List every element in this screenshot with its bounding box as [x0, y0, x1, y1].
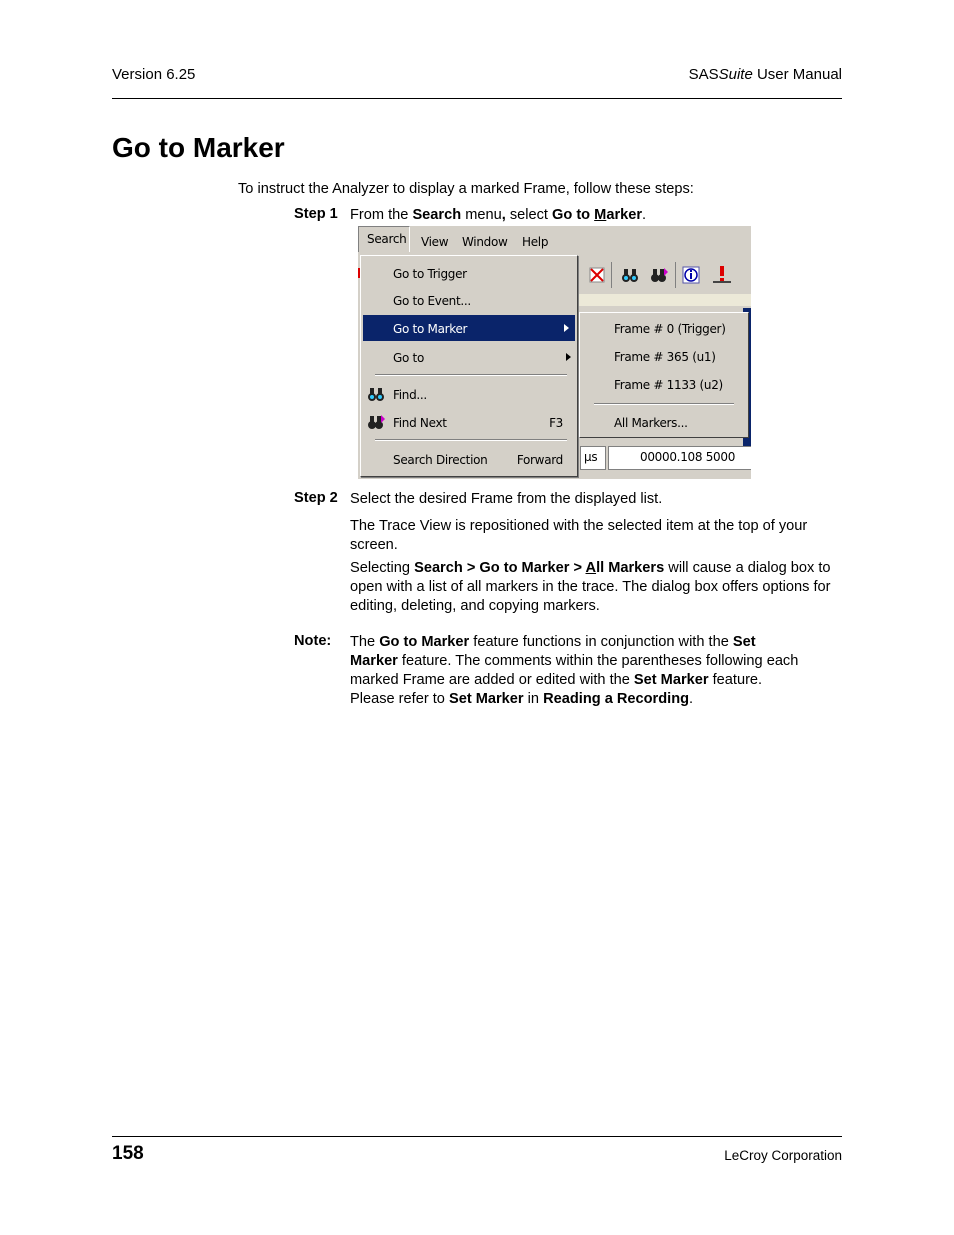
- submenu-item-all-markers[interactable]: All Markers...: [614, 416, 688, 430]
- menu-item-go-to-event[interactable]: Go to Event...: [393, 294, 471, 308]
- step1-text: From the Search menu, select Go to Marker.: [350, 207, 647, 223]
- page-number: 158: [112, 1143, 144, 1164]
- footer-company: LeCroy Corporation: [724, 1148, 842, 1163]
- menu-item-go-to-trigger[interactable]: Go to Trigger: [393, 267, 467, 281]
- step2-label: Step 2: [294, 490, 338, 506]
- all-markers-paragraph: Selecting Search > Go to Marker > All Markers will cause a dialog box to open with a list of all markers in the trace. The dialog box offers options for editing, deleting, and copying markers.: [350, 560, 831, 614]
- binoculars-icon: [367, 385, 385, 403]
- delete-marker-icon[interactable]: [588, 266, 606, 284]
- submenu-item-frame-1133[interactable]: Frame # 1133 (u2): [614, 378, 723, 392]
- menubar-window[interactable]: Window: [462, 235, 508, 249]
- menu-screenshot: [358, 226, 751, 479]
- time-unit-box: µs: [580, 446, 606, 470]
- menu-item-go-to-marker[interactable]: Go to Marker: [363, 315, 575, 341]
- menu-separator: [375, 439, 567, 441]
- alert-icon[interactable]: [713, 266, 731, 284]
- step1-label: Step 1: [294, 206, 338, 222]
- header-manual-title: SASSuite User Manual: [688, 66, 842, 83]
- trace-view-paragraph: The Trace View is repositioned with the selected item at the top of your screen.: [350, 518, 808, 553]
- time-value-box[interactable]: 00000.108 5000: [608, 446, 751, 470]
- menu-item-find[interactable]: Find...: [361, 381, 577, 407]
- note-text: The Go to Marker feature functions in conjunction with the Set Marker feature. The comments within the parentheses following each marked Frame are added or edited with the Set Marker feature. Please refer to Set Marker in Reading a Recording.: [350, 634, 799, 707]
- submenu-arrow-icon: [564, 324, 569, 332]
- intro-text: To instruct the Analyzer to display a marked Frame, follow these steps:: [238, 181, 694, 197]
- menubar-help[interactable]: Help: [522, 235, 549, 249]
- toolbar: [578, 256, 751, 295]
- menu-item-go-to[interactable]: Go to: [361, 344, 577, 370]
- find-binoculars-icon[interactable]: [621, 266, 639, 284]
- submenu-arrow-icon: [566, 353, 571, 361]
- step2-text: Select the desired Frame from the displayed list.: [350, 491, 663, 507]
- submenu-item-frame-365[interactable]: Frame # 365 (u1): [614, 350, 716, 364]
- find-next-binoculars-icon[interactable]: [650, 266, 668, 284]
- footer-rule: [112, 1136, 842, 1137]
- info-icon[interactable]: [682, 266, 700, 284]
- submenu-separator: [594, 403, 734, 405]
- header-version: Version 6.25: [112, 66, 196, 83]
- menu-item-search-direction[interactable]: Search Direction Forward: [393, 453, 563, 467]
- go-to-marker-submenu: [579, 312, 749, 438]
- menubar-search[interactable]: Search: [358, 226, 410, 252]
- note-label: Note:: [294, 633, 332, 649]
- search-menu: [360, 255, 578, 477]
- menu-item-find-next[interactable]: Find Next F3: [361, 409, 577, 435]
- find-next-icon: [367, 413, 385, 431]
- menubar: [358, 226, 751, 257]
- trace-background: [578, 294, 751, 306]
- submenu-item-frame-0[interactable]: Frame # 0 (Trigger): [614, 322, 726, 336]
- page-title: Go to Marker: [112, 132, 285, 163]
- header-rule: [112, 98, 842, 99]
- menubar-view[interactable]: View: [421, 235, 449, 249]
- menu-separator: [375, 374, 567, 376]
